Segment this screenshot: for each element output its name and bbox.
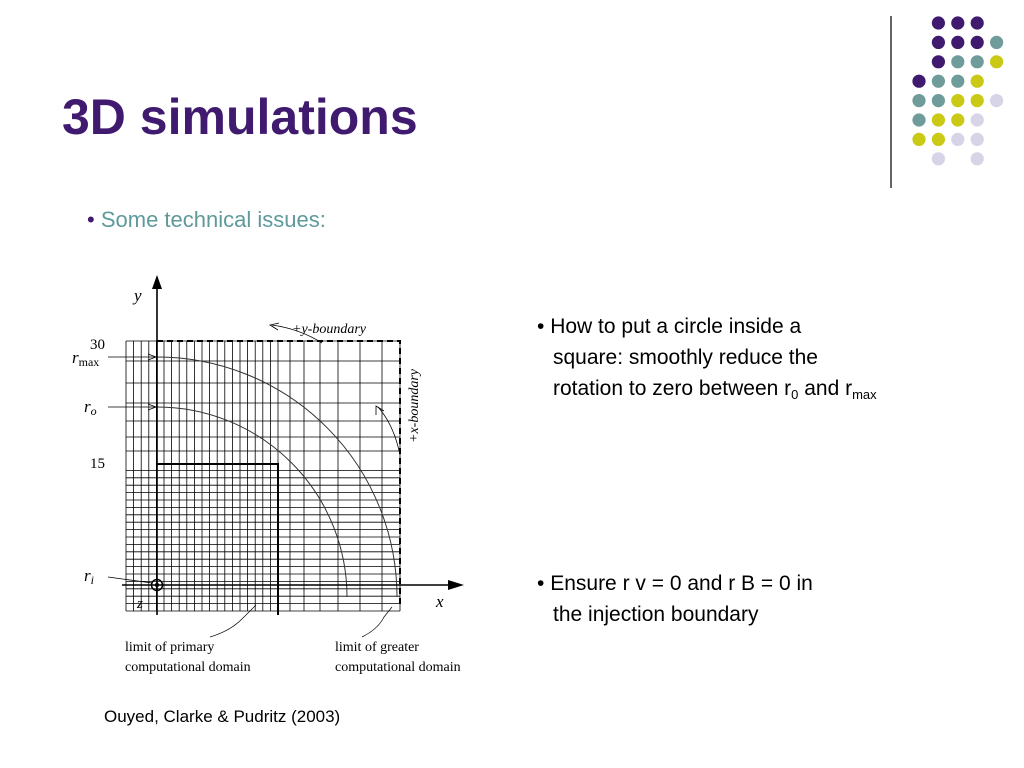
decorative-dot <box>971 16 984 29</box>
decorative-dot <box>912 94 925 107</box>
note1-line3 <box>537 373 997 404</box>
note-circle-in-square <box>537 311 997 404</box>
r-i-label <box>84 566 94 587</box>
decorative-dot <box>971 36 984 49</box>
note2-line1-text: Ensure r v = 0 and r B = 0 in <box>550 572 813 595</box>
note2-line2: the injection boundary <box>553 603 759 626</box>
decorative-dot <box>951 55 964 68</box>
note1-line3-b: and r <box>798 377 853 400</box>
decorative-dot <box>951 133 964 146</box>
y-boundary-arrowhead <box>270 323 279 330</box>
decorative-dot <box>951 36 964 49</box>
decorative-dot <box>912 75 925 88</box>
decorative-dot <box>932 16 945 29</box>
x-axis-label: x <box>436 592 444 611</box>
note1-line3-a: rotation to zero between r <box>553 377 792 400</box>
y-axis-arrow <box>152 275 162 289</box>
decorative-dot <box>951 113 964 126</box>
z-axis-label: z <box>137 596 143 612</box>
grid-figure <box>60 265 490 685</box>
x-boundary-arrow <box>378 407 400 455</box>
decorative-dot <box>971 133 984 146</box>
decorative-dot <box>951 75 964 88</box>
decorative-dot <box>932 152 945 165</box>
limit-primary-line1: limit of primary <box>125 640 215 655</box>
note-injection-boundary <box>537 568 997 630</box>
note1-line1 <box>537 311 997 342</box>
bullet-technical-issues-text: Some technical issues: <box>100 207 326 232</box>
x-axis-arrow <box>448 580 464 590</box>
note2-bullet: • <box>537 572 545 595</box>
slide-title: 3D simulations <box>62 89 418 145</box>
header-divider <box>890 16 892 188</box>
note1-line2: square: smoothly reduce the <box>553 346 818 369</box>
note2-line1 <box>537 568 997 599</box>
decorative-dot <box>912 113 925 126</box>
decorative-dot <box>951 16 964 29</box>
decorative-dot <box>971 55 984 68</box>
decorative-dot <box>971 75 984 88</box>
limit-greater-line2: computational domain <box>335 660 461 675</box>
x-boundary-label: +x-boundary <box>407 369 422 443</box>
r-o-label <box>84 397 97 418</box>
bullet-technical-issues <box>87 207 326 233</box>
decorative-dot <box>932 75 945 88</box>
note1-sub-0: 0 <box>791 387 799 402</box>
r-i-subscript: i <box>90 573 94 587</box>
decorative-dot <box>932 36 945 49</box>
arc-r-o <box>157 407 347 597</box>
note1-sub-max: max <box>852 387 877 402</box>
tick-30-label: 30 <box>90 337 105 353</box>
limit-primary-line2: computational domain <box>125 660 251 675</box>
decorative-dot <box>990 55 1003 68</box>
y-boundary-label: +y-boundary <box>292 322 366 337</box>
decorative-dot <box>951 94 964 107</box>
decorative-dot <box>912 133 925 146</box>
r-max-subscript: max <box>78 355 100 369</box>
r-i-symbol: r <box>84 566 91 585</box>
decorative-dot <box>932 55 945 68</box>
r-o-subscript: o <box>90 404 97 418</box>
decorative-dot <box>971 113 984 126</box>
decorative-dot <box>932 94 945 107</box>
ri-marker-inner <box>155 583 159 587</box>
r-max-symbol: r <box>72 348 79 367</box>
note1-bullet: • <box>537 315 545 338</box>
limit-greater-leader <box>362 607 392 637</box>
ri-pointer <box>108 577 152 583</box>
note1-line1-text: How to put a circle inside a <box>550 315 802 338</box>
decorative-dot <box>990 94 1003 107</box>
y-axis-label: y <box>134 286 142 305</box>
decorative-dot <box>971 152 984 165</box>
citation: Ouyed, Clarke & Pudritz (2003) <box>104 707 341 726</box>
decorative-dot <box>990 36 1003 49</box>
r-o-symbol: r <box>84 397 91 416</box>
decorative-dot <box>932 133 945 146</box>
tick-15-label: 15 <box>90 456 105 472</box>
decorative-dot <box>971 94 984 107</box>
bullet-marker: • <box>87 207 95 232</box>
limit-greater-line1: limit of greater <box>335 640 419 655</box>
decorative-dot <box>932 113 945 126</box>
